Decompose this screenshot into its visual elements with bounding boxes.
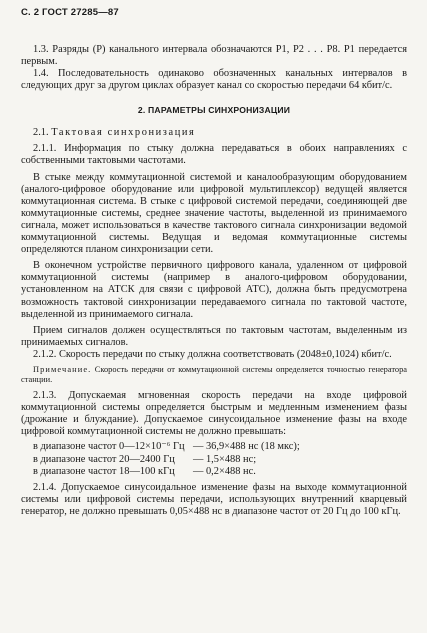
range-value: — 36,9×488 нс (18 мкс); — [193, 441, 300, 453]
range-label: в диапазоне частот 18—100 кГц — [33, 465, 175, 477]
range-row — [33, 454, 407, 466]
note-text: Скорость передачи от коммутационной системы определяется точностью генератора станции. — [21, 364, 407, 385]
subsection-title — [33, 127, 407, 139]
frequency-ranges — [33, 441, 407, 478]
page-header: С. 2 ГОСТ 27285—87 — [21, 7, 119, 18]
paragraph-interface-1: В стыке между коммутационной системой и каналообразующим оборудованием (аналого-цифровое оборудование или цифровой мультиплексор) ведущей является коммутационная система. В стыке с цифровой системой передачи, соединяющей две коммутационные системы, среднее значение частоты, выделенной из принимаемого сигнала, может использоваться в качестве тактового сигнала синхронизации ведомой коммутационной системы. Ведущая и ведомая коммутационные системы определяются планом синхронизации сети. — [21, 171, 407, 256]
paragraph-2-1-3: 2.1.3. Допускаемая мгновенная скорость передачи на входе цифровой коммутационной системы определяется быстрым и медленным изменением фазы (дрожание и блуждание). Допускаемое синусоидальное изменение фазы на входе цифровой коммутационной системы не должно превышать: — [21, 389, 407, 438]
subsection-number: 2.1. — [33, 127, 49, 139]
paragraph-2-1-2: 2.1.2. Скорость передачи по стыку должна соответствовать (2048±0,1024) кбит/с. — [33, 348, 392, 360]
paragraph-1-4: 1.4. Последовательность одинаково обозначенных канальных интервалов в следующих друг за другом циклах образует канал со скоростью передачи 64 кбит/с. — [21, 68, 407, 92]
note-label: Примечание. — [33, 364, 92, 374]
range-label: в диапазоне частот 0—12×10⁻⁶ Гц — [33, 441, 185, 453]
section-title: 2. ПАРАМЕТРЫ СИНХРОНИЗАЦИИ — [137, 105, 291, 116]
paragraph-interface-2: В оконечном устройстве первичного цифрового канала, удаленном от цифровой коммутационной системы (например в аналого-цифровом оборудовании, установленном на АТСК для связи с цифровой АТС), должна быть предусмотрена возможность тактовой синхронизации передаваемого сигнала по тактовой частоте, выделенной из принимаемого сигнала. — [21, 260, 407, 320]
range-row — [33, 441, 407, 453]
range-value: — 1,5×488 нс; — [193, 453, 257, 465]
range-label: в диапазоне частот 20—2400 Гц — [33, 453, 175, 465]
subsection-name: Тактовая синхронизация — [51, 127, 196, 139]
paragraph-reception: Прием сигналов должен осуществляться по тактовым частотам, выделенным из принимаемых сигналов. — [21, 324, 407, 348]
range-row — [33, 466, 407, 478]
note — [21, 365, 407, 386]
paragraph-2-1-4: 2.1.4. Допускаемое синусоидальное изменение фазы на выходе коммутационной системы или цифровой системы передачи, использующих внутренний кварцевый генератор, не должно превышать 0,05×488 нс в диапазоне частот от 20 Гц до 100 кГц. — [21, 482, 407, 518]
range-value: — 0,2×488 нс. — [193, 465, 256, 477]
paragraph-2-1-1: 2.1.1. Информация по стыку должна передаваться в обоих направлениях с собственными тактовыми частотами. — [21, 143, 407, 167]
paragraph-1-3: 1.3. Разряды (P) канального интервала обозначаются Р1, Р2 . . . Р8. Р1 передается первым. — [21, 44, 407, 68]
